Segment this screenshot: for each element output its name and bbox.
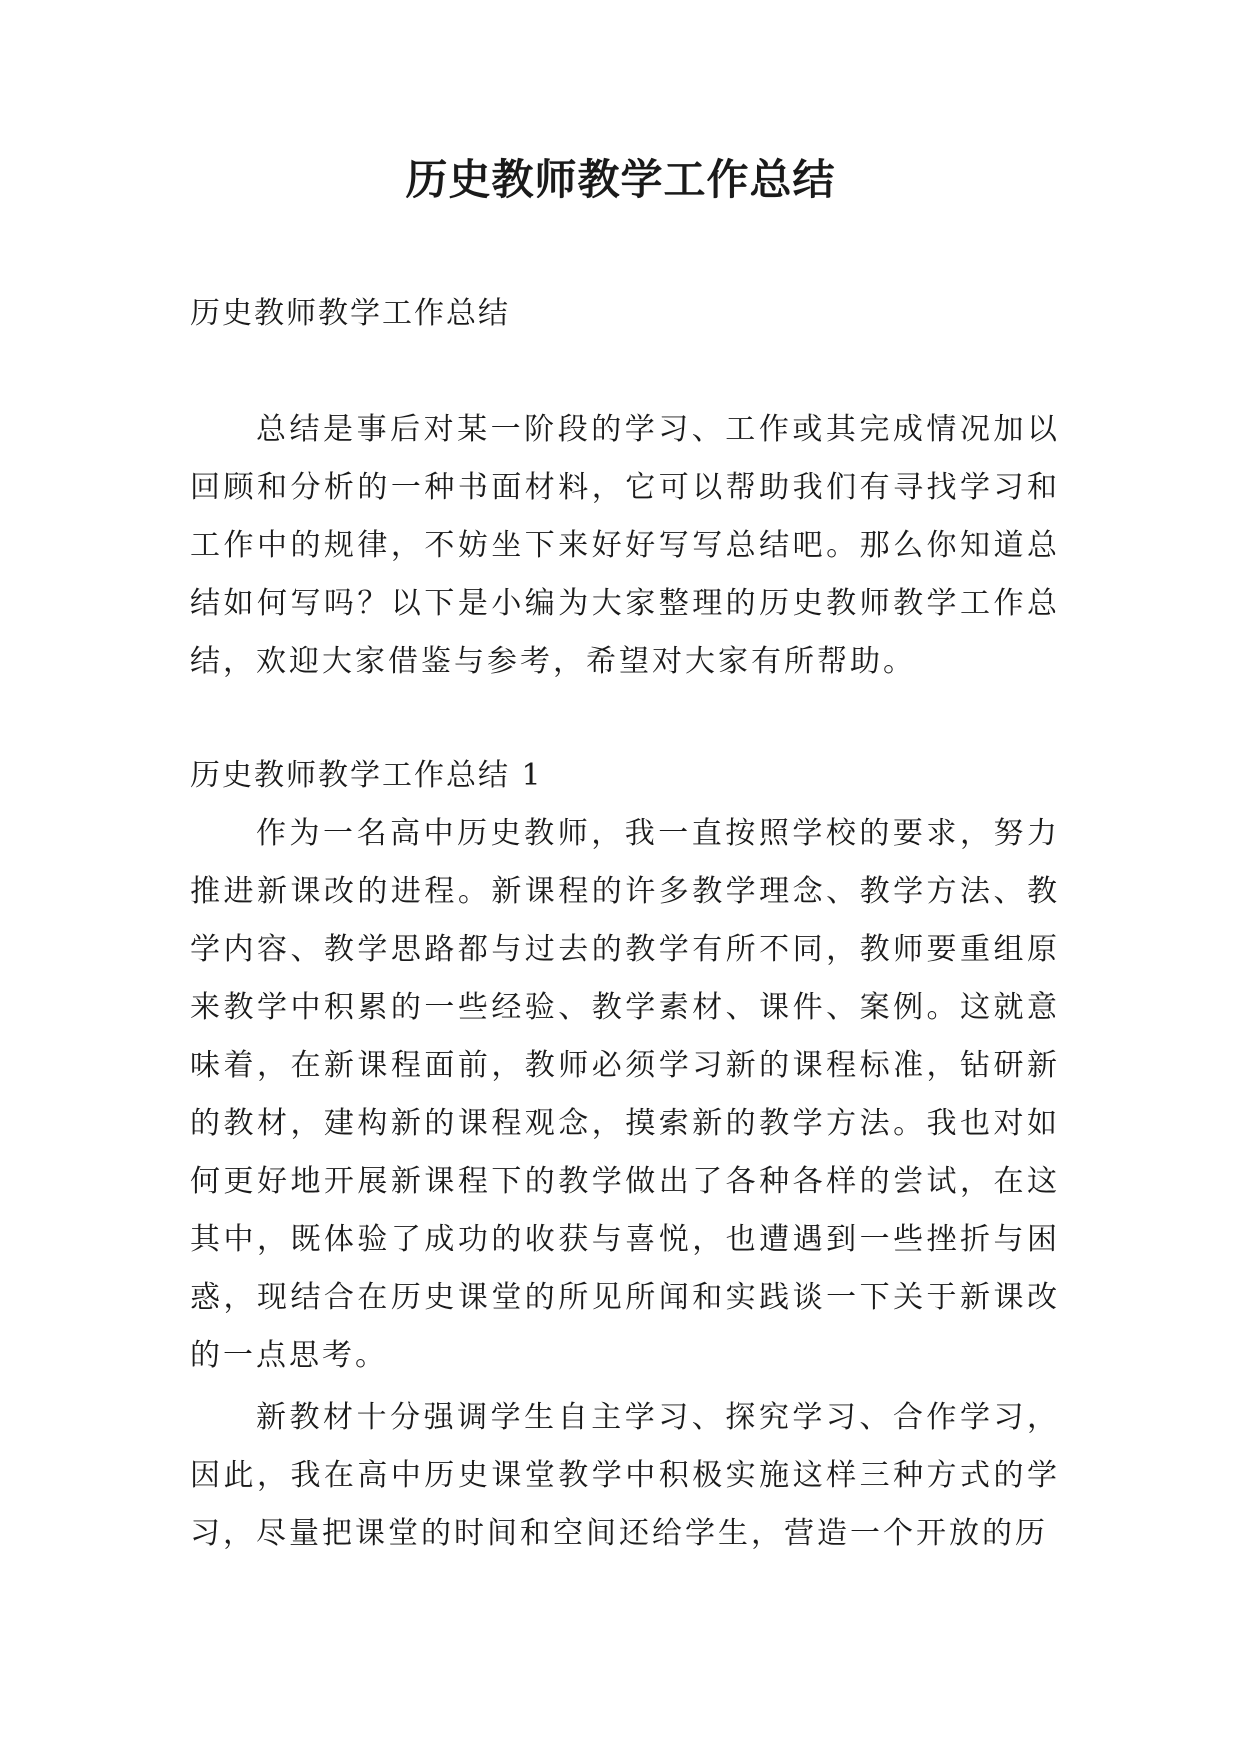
intro-paragraph: 总结是事后对某一阶段的学习、工作或其完成情况加以回顾和分析的一种书面材料，它可以帮助我们有寻找学习和工作中的规律，不妨坐下来好好写写总结吧。那么你知道总结如何写吗？以下是小编为大家整理的历史教师教学工作总结，欢迎大家借鉴与参考，希望对大家有所帮助。	[190, 412, 1060, 679]
body-paragraph: 新教材十分强调学生自主学习、探究学习、合作学习，因此，我在高中历史课堂教学中积极实施这样三种方式的学习，尽量把课堂的时间和空间还给学生，营造一个开放的历	[190, 1400, 1060, 1551]
section-heading: 历史教师教学工作总结 1	[190, 758, 543, 793]
body-paragraph: 作为一名高中历史教师，我一直按照学校的要求，努力推进新课改的进程。新课程的许多教学理念、教学方法、教学内容、教学思路都与过去的教学有所不同，教师要重组原来教学中积累的一些经验、教学素材、课件、案例。这就意味着，在新课程面前，教师必须学习新的课程标准，钻研新的教材，建构新的课程观念，摸索新的教学方法。我也对如何更好地开展新课程下的教学做出了各种各样的尝试，在这其中，既体验了成功的收获与喜悦，也遭遇到一些挫折与困惑，现结合在历史课堂的所见所闻和实践谈一下关于新课改的一点思考。	[190, 816, 1060, 1373]
document-subtitle: 历史教师教学工作总结	[190, 296, 510, 331]
document-body	[190, 285, 1060, 1563]
document-title: 历史教师教学工作总结	[405, 155, 836, 204]
